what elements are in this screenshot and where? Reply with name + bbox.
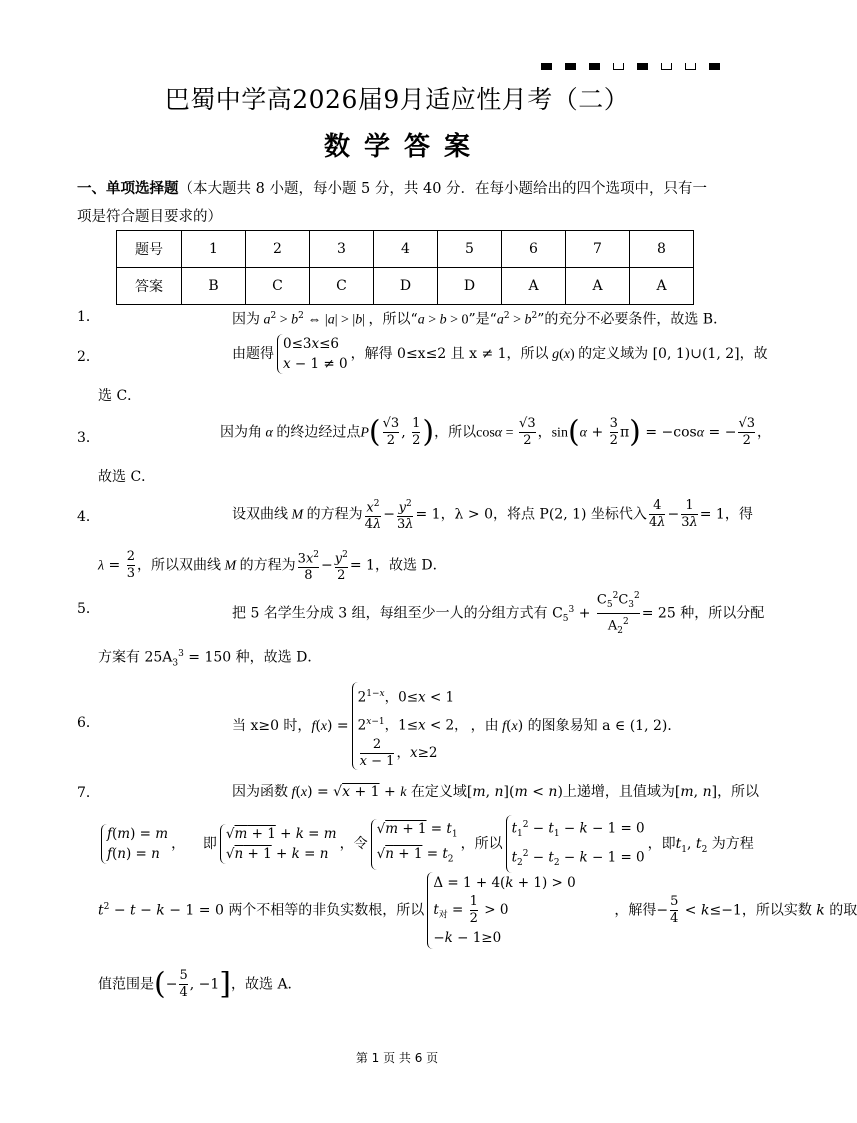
mark-solid	[709, 63, 720, 70]
question-number: 2．	[77, 349, 100, 365]
equation-system: 0≤3x≤6 x − 1 ≠ 0	[277, 334, 348, 374]
table-cell: B	[182, 268, 246, 305]
text: 因为函数	[232, 784, 288, 800]
table-row	[117, 268, 694, 305]
text: ，	[757, 424, 771, 441]
table-header-cell: 题号	[117, 231, 182, 268]
table-cell: D	[374, 268, 438, 305]
text: = 150 种，故选 D．	[188, 649, 322, 666]
question-1-text: 因为 $a^2 > b^2$ ⇔ |a| > |b| ，所以“a > b > 0”是“$a^2 > b^2$”的充分不必要条件，故选 B．	[232, 311, 728, 328]
question-5-text: 把 5 名学生分成 3 组，每组至少一人的分组方式有 $C_5^3$ + $\frac{C_5^2C_3^2}{A_2^2}$ = 25 种，所以分配	[232, 588, 764, 639]
question-6-text: 当 x≥0 时，f(x) = $2^{1-x}$，0≤x < 1 $2^{x-1}$，1≤x < 2， $\frac{2}{x - 1}$ ，x≥2 ，由 f(x) 的图象易知 a ∈ (1, 2)．	[232, 682, 681, 770]
mark-solid	[565, 63, 576, 70]
question-number: 1．	[77, 309, 100, 325]
text: ，由	[470, 718, 499, 734]
table-cell: 2	[246, 231, 310, 268]
text: 即	[202, 836, 217, 853]
text: 两个不相等的非负实数根，所以	[228, 902, 425, 919]
text: 把 5 名学生分成 3 组，每组至少一人的分组方式有	[232, 605, 548, 622]
table-cell: 4	[374, 231, 438, 268]
text: 方案有	[98, 649, 140, 666]
text: 在定义域	[410, 784, 467, 800]
text: ，故选 A．	[231, 976, 302, 993]
text: ，所以双曲线	[137, 557, 221, 574]
text: 的图象易知 a ∈ (1, 2)．	[527, 718, 682, 734]
table-cell: C	[246, 268, 310, 305]
mark-open	[685, 63, 696, 70]
question-2-text-cont: 选 C．	[98, 388, 142, 404]
question-number: 6．	[77, 715, 100, 731]
equation-system: √m + 1 + k = m √n + 1 + k = n	[220, 824, 337, 864]
text: = 25 种，所以分配	[641, 605, 765, 622]
text: ”的充分不必要条件，故选 B．	[537, 311, 728, 328]
table-cell: 6	[502, 231, 566, 268]
text: 由题得	[232, 346, 274, 362]
question-7-text-2: f(m) = m f(n) = n ， 即 √m + 1 + k = m √n + 1 + k = n ，令 $√m + 1 = t_1$ $√n + 1 = t_2$ ，所以 $t_1^2 - t_1 - k - 1 = 0$ $t_2^2 - t_2 - k - 1 = 0$ ，即$t_1$, $t_2$ 为方程	[98, 815, 754, 873]
text: ，所以	[434, 424, 477, 441]
text: 的方程为	[239, 557, 296, 574]
question-3-text-cont: 故选 C．	[98, 469, 156, 485]
table-cell: D	[438, 268, 502, 305]
text: 的终边经过点	[276, 424, 361, 441]
text: 为方程	[711, 836, 754, 853]
question-2-text: 由题得 0≤3x≤6 x − 1 ≠ 0 ，解得 0≤x≤2 且 x ≠ 1，所以 g(x) 的定义域为 [0, 1)∪(1, 2]，故	[232, 336, 768, 372]
text: ，得	[724, 506, 753, 523]
mark-open	[661, 63, 672, 70]
table-cell: 7	[566, 231, 630, 268]
equation-system: Δ = 1 + 4(k + 1) > 0 $t_对$ = $\frac{1}{2}$ > 0 −k − 1≥0	[427, 872, 575, 949]
table-cell: 3	[310, 231, 374, 268]
text: ，	[537, 424, 552, 441]
question-number: 3．	[77, 430, 100, 446]
text: ，解得 0≤x≤2 且 x ≠ 1，所以	[350, 346, 549, 362]
table-cell: A	[630, 268, 694, 305]
text: ，所以实数	[741, 902, 812, 919]
question-4-text-cont: λ = $\frac{2}{3}$ ，所以双曲线 M 的方程为 $\frac{3x^2}{8}$ − $\frac{y^2}{2}$ = 1，故选 D．	[98, 549, 447, 584]
text: 因为	[232, 311, 260, 328]
text: ，所以	[717, 784, 760, 800]
text: ，λ > 0，将点 P(2, 1) 坐标代入	[440, 506, 647, 523]
question-7-text-3: $t^2 - t - k - 1 = 0$ 两个不相等的非负实数根，所以 Δ = 1 + 4(k + 1) > 0 $t_对$ = $\frac{1}{2}$ > 0 −k − 1≥0 ，解得− $\frac{5}{4}$ < k≤−1，所以实数 k 的取	[98, 872, 857, 949]
table-cell: 1	[182, 231, 246, 268]
mark-solid	[541, 63, 552, 70]
page-footer: 第 1 页 共 6 页	[355, 1051, 439, 1065]
question-7-text-4: 值范围是(− $\frac{5}{4}$ , −1]，故选 A．	[98, 966, 302, 1002]
text: ，解得	[614, 902, 657, 919]
question-5-text-cont: 方案有 $25A_3^3 = 150$ 种，故选 D．	[98, 649, 322, 669]
mark-solid	[637, 63, 648, 70]
table-cell: A	[502, 268, 566, 305]
answer-table	[116, 230, 694, 305]
table-cell: C	[310, 268, 374, 305]
text: ，所以“	[368, 311, 418, 328]
page-subtitle: 数学答案	[323, 132, 484, 162]
text: ，所以	[460, 836, 503, 853]
question-number: 7．	[77, 785, 100, 801]
section-intro	[77, 175, 717, 231]
equation-system: $√m + 1 = t_1$ $√n + 1 = t_2$	[371, 819, 458, 870]
table-cell: A	[566, 268, 630, 305]
text: 的定义域为 [0, 1)∪(1, 2]，故	[578, 346, 768, 362]
text: 值范围是	[98, 976, 154, 993]
mark-open	[613, 63, 624, 70]
text: 设双曲线	[232, 506, 288, 523]
question-7-text: 因为函数 f(x) = √x + 1 + k 在定义域[m, n](m < n)上递增，且值域为[m, n]，所以	[232, 784, 760, 800]
mark-solid	[589, 63, 600, 70]
equation-system: $t_1^2 - t_1 - k - 1 = 0$ $t_2^2 - t_2 - k - 1 = 0$	[506, 815, 645, 873]
question-number: 4．	[77, 509, 100, 525]
text: 因为角	[220, 424, 262, 441]
table-header-cell: 答案	[117, 268, 182, 305]
table-cell: 8	[630, 231, 694, 268]
question-4-text: 设双曲线 M 的方程为 $\frac{x^2}{4\lambda}$ − $\frac{y^2}{3\lambda}$ = 1，λ > 0，将点 P(2, 1) 坐标代入 $\frac{4}{4\lambda}$ − $\frac{1}{3\lambda}$ = 1，得	[232, 498, 753, 533]
text: ，即	[647, 836, 676, 853]
text: 当 x≥0 时，	[232, 718, 312, 734]
question-number: 5．	[77, 601, 100, 617]
table-row	[117, 231, 694, 268]
text: 的方程为	[306, 506, 363, 523]
text: ，令	[339, 836, 368, 853]
page-title: 巴蜀中学高2026届9月适应性月考（二）	[164, 85, 630, 114]
piecewise-function: $2^{1-x}$，0≤x < 1 $2^{x-1}$，1≤x < 2， $\frac{2}{x - 1}$ ，x≥2	[352, 682, 468, 770]
text: ”是“	[468, 311, 497, 328]
text: 上递增，且值域为	[562, 784, 675, 800]
equation-system: f(m) = m f(n) = n	[101, 824, 168, 864]
section-heading: 一、单项选择题	[77, 181, 179, 197]
section-description: （本大题共 8 小题，每小题 5 分，共 40 分．在每小题给出的四个选项中，只有一项是符合题目要求的）	[77, 181, 708, 225]
text: 的取	[829, 902, 857, 919]
table-cell: 5	[438, 231, 502, 268]
question-3-text: 因为角 α 的终边经过点P( $\frac{√3}{2}$ , $\frac{1}{2}$ )，所以cosα = $\frac{√3}{2}$ ，sin(α + $\frac{3}{2}$ π) = −cosα = − $\frac{√3}{2}$ ，	[220, 414, 771, 450]
text: ，故选 D．	[374, 557, 447, 574]
